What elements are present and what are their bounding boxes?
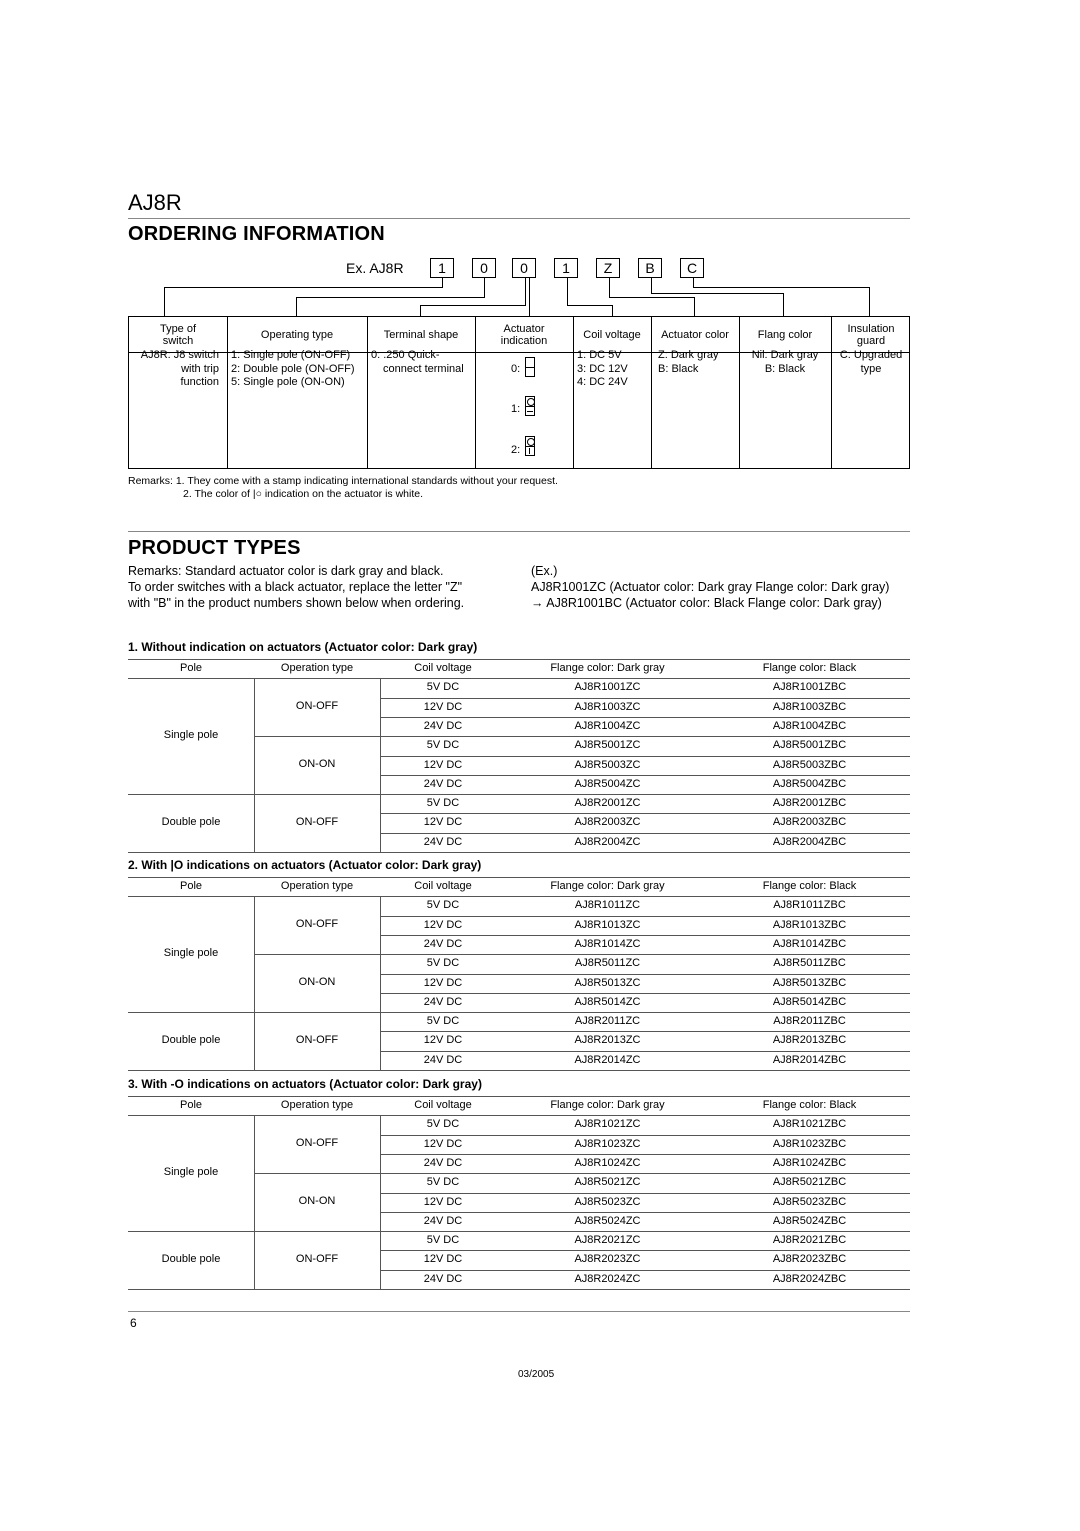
pole-cell: Double pole bbox=[161, 1253, 221, 1266]
ordering-remark-1: Remarks: 1. They come with a stamp indicating international standards without your request. bbox=[128, 475, 558, 487]
coil-voltage-cell: 24V DC bbox=[423, 937, 463, 950]
coil-voltage-cell: 24V DC bbox=[423, 995, 463, 1008]
product-example: (Ex.) AJ8R1001ZC (Actuator color: Dark gray Flange color: Dark gray) → AJ8R1001BC (Actuator color: Black Flange color: Dark gray) bbox=[531, 564, 890, 610]
insulation-guard-values: C: Upgraded type bbox=[839, 349, 903, 375]
part-number-black: AJ8R1021ZBC bbox=[772, 1118, 847, 1131]
part-number-dark-gray: AJ8R1003ZC bbox=[574, 700, 641, 713]
part-number-dark-gray: AJ8R2013ZC bbox=[574, 1034, 641, 1047]
part-number-dark-gray: AJ8R5021ZC bbox=[574, 1176, 641, 1189]
product-table-header bbox=[128, 1096, 910, 1115]
coil-voltage-cell: 12V DC bbox=[423, 1253, 463, 1266]
coil-voltage-cell: 5V DC bbox=[426, 1118, 460, 1131]
part-number-black: AJ8R1001ZBC bbox=[772, 681, 847, 694]
part-number-black: AJ8R1023ZBC bbox=[772, 1137, 847, 1150]
part-number-dark-gray: AJ8R5004ZC bbox=[574, 777, 641, 790]
coil-voltage-cell: 12V DC bbox=[423, 976, 463, 989]
coil-voltage-cell: 24V DC bbox=[423, 1156, 463, 1169]
part-number-dark-gray: AJ8R1024ZC bbox=[574, 1156, 641, 1169]
part-number-dark-gray: AJ8R5014ZC bbox=[574, 995, 641, 1008]
product-table-1 bbox=[128, 640, 910, 852]
column-header: Flange color: Black bbox=[762, 880, 857, 892]
coil-voltage-cell: 5V DC bbox=[426, 899, 460, 912]
coil-voltage-values: 1: DC 5V 3: DC 12V 4: DC 24V bbox=[577, 349, 628, 388]
coil-voltage-cell: 5V DC bbox=[426, 1234, 460, 1247]
coil-voltage-cell: 12V DC bbox=[423, 918, 463, 931]
part-number-black: AJ8R5014ZBC bbox=[772, 995, 847, 1008]
part-number-dark-gray: AJ8R1004ZC bbox=[574, 719, 641, 732]
header-flang-color: Flang color bbox=[757, 328, 813, 341]
part-number-dark-gray: AJ8R1001ZC bbox=[574, 681, 641, 694]
operation-type-cell: ON-OFF bbox=[295, 1034, 339, 1047]
header-coil-voltage: Coil voltage bbox=[583, 328, 641, 341]
coil-voltage-cell: 5V DC bbox=[426, 1176, 460, 1189]
part-number-black: AJ8R1024ZBC bbox=[772, 1156, 847, 1169]
code-flange-color: C bbox=[680, 258, 704, 278]
part-number-dark-gray: AJ8R2001ZC bbox=[574, 797, 641, 810]
coil-voltage-cell: 24V DC bbox=[423, 1053, 463, 1066]
pole-cell: Double pole bbox=[161, 816, 221, 829]
part-number-dark-gray: AJ8R2003ZC bbox=[574, 816, 641, 829]
coil-voltage-cell: 12V DC bbox=[423, 758, 463, 771]
flang-color-values: Nil: Dark gray B: Black bbox=[751, 349, 819, 375]
part-number-dark-gray: AJ8R2024ZC bbox=[574, 1272, 641, 1285]
part-number-black: AJ8R5023ZBC bbox=[772, 1195, 847, 1208]
indication-1-label: 1: bbox=[511, 403, 521, 415]
column-header: Pole bbox=[179, 662, 203, 674]
product-table-header bbox=[128, 877, 910, 896]
coil-voltage-cell: 24V DC bbox=[423, 835, 463, 848]
indication-o-dash-icon bbox=[525, 396, 535, 416]
part-number-dark-gray: AJ8R5023ZC bbox=[574, 1195, 641, 1208]
coil-voltage-cell: 5V DC bbox=[426, 797, 460, 810]
column-header: Coil voltage bbox=[414, 880, 472, 892]
coil-voltage-cell: 12V DC bbox=[423, 1137, 463, 1150]
part-number-black: AJ8R2004ZBC bbox=[772, 835, 847, 848]
operation-type-cell: ON-ON bbox=[298, 976, 336, 989]
column-header: Pole bbox=[179, 1099, 203, 1111]
part-number-dark-gray: AJ8R2023ZC bbox=[574, 1253, 641, 1266]
header-rule bbox=[128, 218, 910, 219]
coil-voltage-cell: 5V DC bbox=[426, 739, 460, 752]
part-number-black: AJ8R2024ZBC bbox=[772, 1272, 847, 1285]
column-header: Operation type bbox=[280, 662, 354, 674]
operation-type-cell: ON-OFF bbox=[295, 1137, 339, 1150]
indication-blank-icon bbox=[525, 357, 535, 377]
column-header: Flange color: Black bbox=[762, 662, 857, 674]
column-header: Pole bbox=[179, 880, 203, 892]
coil-voltage-cell: 24V DC bbox=[423, 719, 463, 732]
operation-type-cell: ON-OFF bbox=[295, 700, 339, 713]
part-number-black: AJ8R1004ZBC bbox=[772, 719, 847, 732]
column-header: Coil voltage bbox=[414, 662, 472, 674]
pole-cell: Double pole bbox=[161, 1034, 221, 1047]
part-number-black: AJ8R2013ZBC bbox=[772, 1034, 847, 1047]
part-number-black: AJ8R1011ZBC bbox=[773, 899, 846, 912]
header-terminal-shape: Terminal shape bbox=[383, 328, 459, 341]
operation-type-cell: ON-OFF bbox=[295, 918, 339, 931]
actuator-color-values: Z: Dark gray B: Black bbox=[658, 349, 719, 375]
part-number-dark-gray: AJ8R5011ZC bbox=[574, 957, 641, 970]
part-number-dark-gray: AJ8R2021ZC bbox=[574, 1234, 641, 1247]
column-header: Flange color: Black bbox=[762, 1099, 857, 1111]
model-title: AJ8R bbox=[128, 190, 182, 215]
footer-date: 03/2005 bbox=[518, 1369, 555, 1380]
product-remarks: Remarks: Standard actuator color is dark gray and black. To order switches with a black actuator, replace the letter "Z" with "B" in the product numbers shown below when ordering. bbox=[128, 564, 465, 610]
part-number-dark-gray: AJ8R5003ZC bbox=[574, 758, 641, 771]
part-number-dark-gray: AJ8R5024ZC bbox=[574, 1214, 641, 1227]
coil-voltage-cell: 12V DC bbox=[423, 1034, 463, 1047]
part-number-black: AJ8R2023ZBC bbox=[772, 1253, 847, 1266]
product-table-3 bbox=[128, 1077, 910, 1289]
column-header: Operation type bbox=[280, 1099, 354, 1111]
part-number-black: AJ8R1013ZBC bbox=[772, 918, 847, 931]
code-actuator-color: B bbox=[638, 258, 662, 278]
code-coil-voltage: Z bbox=[596, 258, 620, 278]
header-actuator-indication: Actuator indication bbox=[500, 322, 548, 347]
pole-cell: Single pole bbox=[163, 947, 219, 960]
operation-type-cell: ON-OFF bbox=[295, 1253, 339, 1266]
ordering-table bbox=[128, 316, 910, 469]
part-number-black: AJ8R5024ZBC bbox=[772, 1214, 847, 1227]
indication-0-label: 0: bbox=[511, 363, 521, 375]
pole-cell: Single pole bbox=[163, 729, 219, 742]
header-type-of-switch: Type of switch bbox=[159, 322, 197, 347]
coil-voltage-cell: 5V DC bbox=[426, 1015, 460, 1028]
part-number-black: AJ8R5004ZBC bbox=[772, 777, 847, 790]
part-number-black: AJ8R5003ZBC bbox=[772, 758, 847, 771]
operation-type-cell: ON-ON bbox=[298, 1195, 336, 1208]
column-header: Operation type bbox=[280, 880, 354, 892]
part-number-dark-gray: AJ8R1023ZC bbox=[574, 1137, 641, 1150]
part-number-black: AJ8R5011ZBC bbox=[773, 957, 846, 970]
coil-voltage-cell: 12V DC bbox=[423, 1195, 463, 1208]
product-table-title: 2. With |O indications on actuators (Actuator color: Dark gray) bbox=[128, 858, 482, 872]
code-switch-type: 1 bbox=[430, 258, 454, 278]
part-number-black: AJ8R2003ZBC bbox=[772, 816, 847, 829]
code-terminal-shape: 0 bbox=[512, 258, 536, 278]
product-table-2 bbox=[128, 858, 910, 1070]
part-number-black: AJ8R5021ZBC bbox=[772, 1176, 847, 1189]
type-of-switch-values: AJ8R: J8 switch with trip function bbox=[140, 349, 219, 388]
part-number-dark-gray: AJ8R1014ZC bbox=[574, 937, 641, 950]
part-number-black: AJ8R2021ZBC bbox=[772, 1234, 847, 1247]
header-actuator-color: Actuator color bbox=[661, 328, 729, 341]
part-number-black: AJ8R2001ZBC bbox=[772, 797, 847, 810]
coil-voltage-cell: 24V DC bbox=[423, 777, 463, 790]
indication-o-bar-icon bbox=[525, 436, 535, 456]
product-table-title: 1. Without indication on actuators (Actuator color: Dark gray) bbox=[128, 640, 478, 654]
indication-2-label: 2: bbox=[511, 444, 521, 456]
column-header: Flange color: Dark gray bbox=[550, 662, 665, 674]
coil-voltage-cell: 5V DC bbox=[426, 957, 460, 970]
part-number-dark-gray: AJ8R5001ZC bbox=[574, 739, 641, 752]
part-number-dark-gray: AJ8R1013ZC bbox=[574, 918, 641, 931]
part-number-black: AJ8R5013ZBC bbox=[772, 976, 847, 989]
part-number-dark-gray: AJ8R2014ZC bbox=[574, 1053, 641, 1066]
code-actuator-indication: 1 bbox=[554, 258, 578, 278]
column-header: Coil voltage bbox=[414, 1099, 472, 1111]
column-header: Flange color: Dark gray bbox=[550, 880, 665, 892]
part-number-dark-gray: AJ8R1011ZC bbox=[574, 899, 641, 912]
page-number: 6 bbox=[130, 1316, 137, 1330]
product-types-title: PRODUCT TYPES bbox=[128, 537, 301, 559]
part-number-dark-gray: AJ8R5013ZC bbox=[574, 976, 641, 989]
part-number-black: AJ8R1003ZBC bbox=[772, 700, 847, 713]
footer-rule bbox=[128, 1311, 910, 1312]
operation-type-cell: ON-OFF bbox=[295, 816, 339, 829]
coil-voltage-cell: 24V DC bbox=[423, 1272, 463, 1285]
part-number-dark-gray: AJ8R2011ZC bbox=[574, 1015, 641, 1028]
header-insulation-guard: Insulation guard bbox=[847, 322, 895, 347]
ordering-remark-2: 2. The color of |○ indication on the actuator is white. bbox=[183, 488, 424, 500]
part-number-black: AJ8R1014ZBC bbox=[772, 937, 847, 950]
pole-cell: Single pole bbox=[163, 1166, 219, 1179]
part-number-black: AJ8R2011ZBC bbox=[773, 1015, 846, 1028]
ordering-title: ORDERING INFORMATION bbox=[128, 223, 385, 245]
part-number-dark-gray: AJ8R2004ZC bbox=[574, 835, 641, 848]
operation-type-cell: ON-ON bbox=[298, 758, 336, 771]
part-number-black: AJ8R5001ZBC bbox=[772, 739, 847, 752]
product-table-title: 3. With -O indications on actuators (Actuator color: Dark gray) bbox=[128, 1077, 482, 1091]
coil-voltage-cell: 12V DC bbox=[423, 700, 463, 713]
column-header: Flange color: Dark gray bbox=[550, 1099, 665, 1111]
coil-voltage-cell: 5V DC bbox=[426, 681, 460, 694]
part-number-black: AJ8R2014ZBC bbox=[772, 1053, 847, 1066]
operating-type-values: 1: Single pole (ON-OFF) 2: Double pole (ON-OFF) 5: Single pole (ON-ON) bbox=[231, 349, 355, 388]
product-types-rule bbox=[128, 531, 910, 532]
header-operating-type: Operating type bbox=[260, 328, 334, 341]
terminal-shape-values: 0: .250 Quick- connect terminal bbox=[371, 349, 464, 375]
code-operating-type: 0 bbox=[472, 258, 496, 278]
coil-voltage-cell: 24V DC bbox=[423, 1214, 463, 1227]
part-number-dark-gray: AJ8R1021ZC bbox=[574, 1118, 641, 1131]
example-label: Ex. AJ8R bbox=[346, 260, 404, 276]
product-table-header bbox=[128, 659, 910, 678]
coil-voltage-cell: 12V DC bbox=[423, 816, 463, 829]
